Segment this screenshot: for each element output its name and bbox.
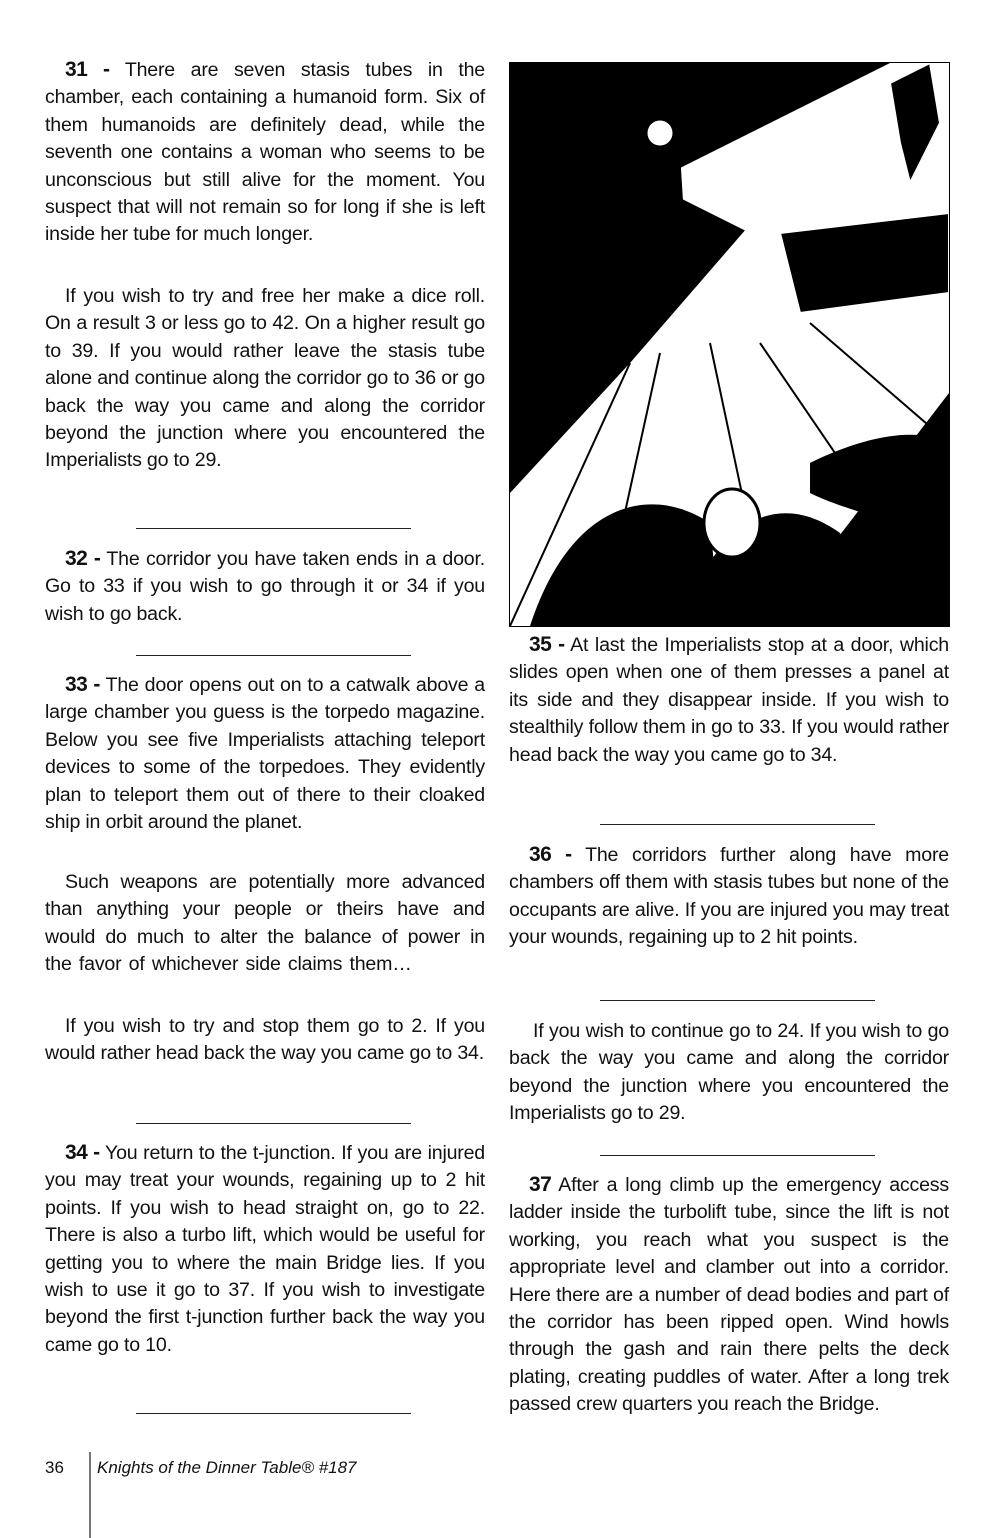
section-33-p2: Such weapons are potentially more advanced than anything your people or theirs have and would do much to alter the balance of power in the favor of whichever side claims them… <box>45 871 485 976</box>
section-33-choices: If you wish to try and stop them go to 2. If you would rather head back the way you came go to 34. <box>45 1015 485 1065</box>
section-text: You return to the t-junction. If you are injured you may treat your wounds, regaining up to 2 hit points. If you wish to head straight on, go to 22. There is also a turbo lift, which would be useful for getting you to where the main Bridge lies. If you wish to use it go to 37. If you wish to investigate beyond the first t-junction further back the way you came go to 10. <box>45 1142 486 1356</box>
section-36 <box>509 841 949 952</box>
section-text: At last the Imperialists stop at a door, which slides open when one of them presses a panel at its side and they disappear inside. If you wish to stealthily follow them in go to 33. If you would rather head back the way you came go to 34. <box>509 634 950 766</box>
section-number: 32 - <box>65 547 101 570</box>
section-text: The corridors further along have more chambers off them with stasis tubes but none of the occupants are alive. If you are injured you may treat your wounds, regaining up to 2 hit points. <box>509 844 950 949</box>
section-32 <box>45 545 485 628</box>
section-number: 31 - <box>65 58 110 81</box>
section-37 <box>509 1171 949 1419</box>
divider <box>136 655 411 656</box>
divider <box>136 528 411 529</box>
publication-title: Knights of the Dinner Table® #187 <box>97 1458 357 1477</box>
section-number: 33 - <box>65 673 100 696</box>
section-number: 35 - <box>529 633 565 656</box>
section-31 <box>45 56 485 249</box>
divider <box>600 824 875 825</box>
corridor-illustration <box>509 62 950 627</box>
divider <box>136 1413 411 1414</box>
page-number: 36 <box>45 1458 64 1477</box>
section-text: After a long climb up the emergency access ladder inside the turbolift tube, since the lift is not working, you reach what you suspect is the appropriate level and clamber out into a corridor. Here there are a number of dead bodies and part of the corridor has been ripped open. Wind howls through the gash and rain there pelts the deck plating, creating puddles of water. After a long trek passed crew quarters you reach the Bridge. <box>509 1174 949 1416</box>
divider <box>600 1155 875 1156</box>
section-31-choices: If you wish to try and free her make a dice roll. On a result 3 or less go to 42. On a higher result go to 39. If you would rather leave the stasis tube alone and continue along the corridor go to 36 or go back the way you came and along the corridor beyond the junction where you encountered the Imperialists go to 29. <box>45 285 485 472</box>
section-text: There are seven stasis tubes in the chamber, each containing a humanoid form. Six of them humanoids are definitely dead, while the seventh one contains a woman who seems to be unconscious but still alive for the moment. You suspect that will not remain so for long if she is left inside her tube for much longer. <box>45 59 485 246</box>
section-33 <box>45 671 485 836</box>
section-text: The door opens out on to a catwalk above a large chamber you guess is the torpedo magazine. Below you see five Imperialists attaching teleport devices to some of the torpedoes. They evidently plan to teleport them out of there to their cloaked ship in orbit around the planet. <box>45 674 485 834</box>
section-number: 36 - <box>529 843 572 866</box>
section-number: 37 <box>529 1173 552 1196</box>
section-35 <box>509 631 949 769</box>
section-text: The corridor you have taken ends in a door. Go to 33 if you wish to go through it or 34 if you wish to go back. <box>45 548 485 625</box>
footer-divider <box>89 1452 91 1538</box>
section-number: 34 - <box>65 1141 100 1164</box>
section-36-choices: If you wish to continue go to 24. If you wish to go back the way you came and along the corridor beyond the junction where you encountered the Imperialists go to 29. <box>509 1020 949 1125</box>
divider <box>600 1000 875 1001</box>
divider <box>136 1123 411 1124</box>
section-34 <box>45 1139 485 1359</box>
